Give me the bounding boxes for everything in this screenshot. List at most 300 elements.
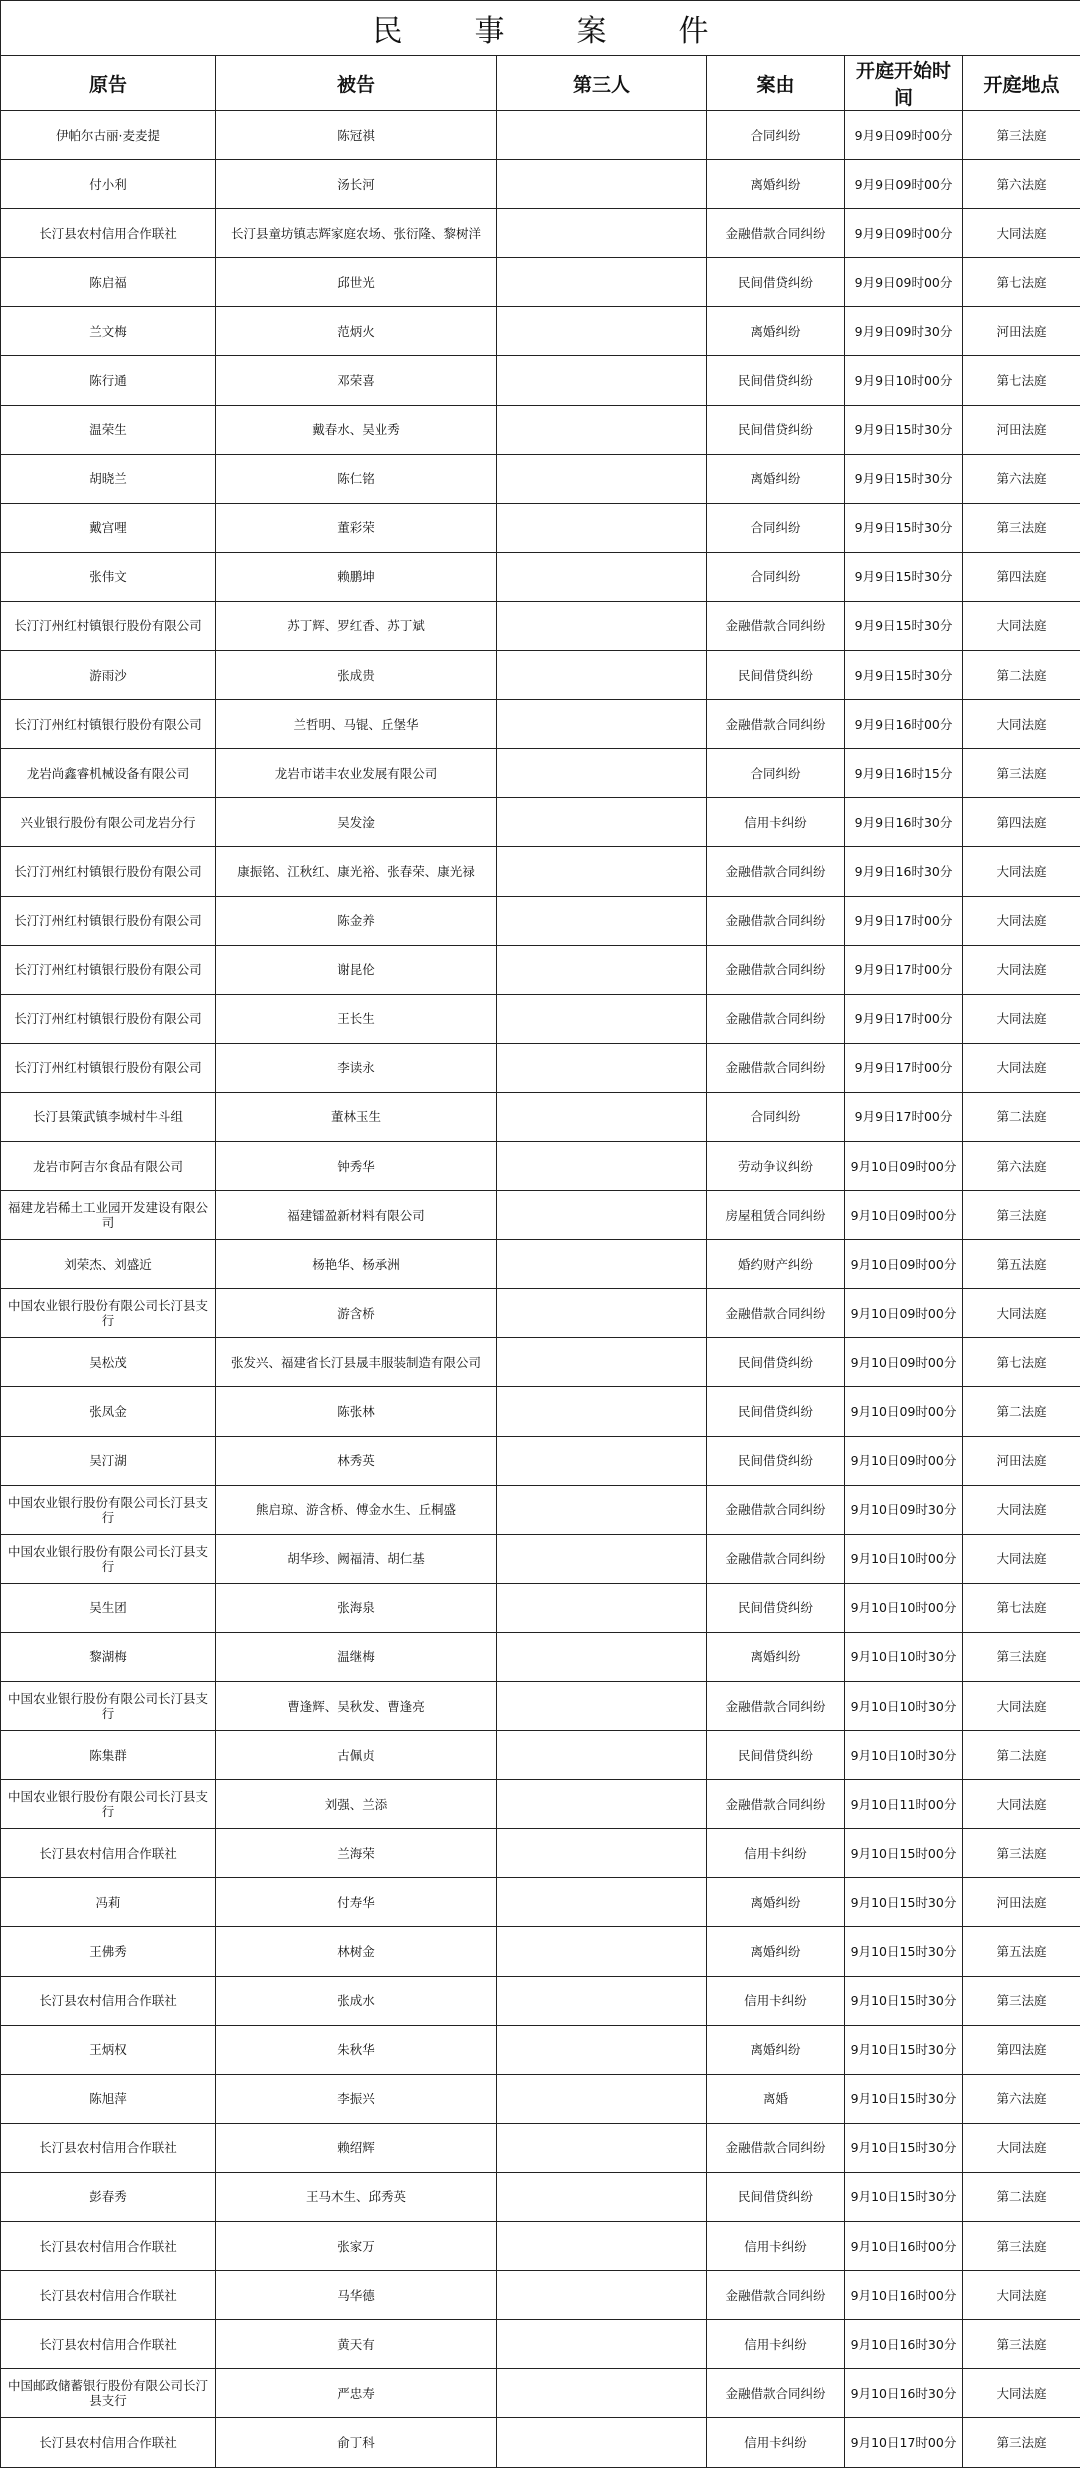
third-party-cell [497, 700, 707, 749]
table-row [1, 1240, 1080, 1289]
plaintiff-cell: 长汀汀州红村镇银行股份有限公司 [1, 601, 216, 650]
plaintiff-cell: 中国农业银行股份有限公司长汀县支行 [1, 1534, 216, 1583]
defendant-cell: 俞丁科 [216, 2418, 497, 2467]
start-time-cell: 9月10日15时30分 [845, 1976, 963, 2025]
third-party-cell [497, 2369, 707, 2418]
cause-cell: 金融借款合同纠纷 [707, 994, 845, 1043]
defendant-cell: 董林玉生 [216, 1092, 497, 1141]
court-room-cell: 第七法庭 [963, 258, 1080, 307]
court-room-cell: 河田法庭 [963, 1878, 1080, 1927]
court-room-cell: 第六法庭 [963, 454, 1080, 503]
third-party-cell [497, 2172, 707, 2221]
plaintiff-cell: 长汀县农村信用合作联社 [1, 209, 216, 258]
third-party-cell [497, 1436, 707, 1485]
table-row [1, 1632, 1080, 1681]
court-room-cell: 第三法庭 [963, 2418, 1080, 2467]
plaintiff-cell: 中国邮政储蓄银行股份有限公司长汀县支行 [1, 2369, 216, 2418]
plaintiff-cell: 长汀县农村信用合作联社 [1, 2418, 216, 2467]
cause-cell: 合同纠纷 [707, 749, 845, 798]
table-row [1, 1927, 1080, 1976]
plaintiff-cell: 温荣生 [1, 405, 216, 454]
cause-cell: 离婚纠纷 [707, 160, 845, 209]
plaintiff-cell: 长汀县农村信用合作联社 [1, 2222, 216, 2271]
plaintiff-cell: 陈启福 [1, 258, 216, 307]
start-time-cell: 9月9日16时30分 [845, 847, 963, 896]
defendant-cell: 赖鹏坤 [216, 552, 497, 601]
start-time-cell: 9月9日15时30分 [845, 601, 963, 650]
third-party-cell [497, 454, 707, 503]
table-row [1, 1191, 1080, 1240]
table-row [1, 454, 1080, 503]
cause-cell: 信用卡纠纷 [707, 1829, 845, 1878]
table-row [1, 111, 1080, 160]
table-row [1, 2172, 1080, 2221]
start-time-cell: 9月10日10时00分 [845, 1583, 963, 1632]
table-row [1, 945, 1080, 994]
defendant-cell: 林秀英 [216, 1436, 497, 1485]
plaintiff-cell: 兴业银行股份有限公司龙岩分行 [1, 798, 216, 847]
defendant-cell: 游含桥 [216, 1289, 497, 1338]
third-party-cell [497, 847, 707, 896]
third-party-cell [497, 749, 707, 798]
start-time-cell: 9月10日15时30分 [845, 2123, 963, 2172]
table-row [1, 552, 1080, 601]
third-party-cell [497, 160, 707, 209]
table-row [1, 307, 1080, 356]
title-row [1, 1, 1080, 56]
table-body [1, 111, 1080, 2468]
plaintiff-cell: 长汀汀州红村镇银行股份有限公司 [1, 700, 216, 749]
plaintiff-cell: 陈行通 [1, 356, 216, 405]
plaintiff-cell: 长汀县农村信用合作联社 [1, 2123, 216, 2172]
plaintiff-cell: 游雨沙 [1, 651, 216, 700]
court-room-cell: 第三法庭 [963, 2320, 1080, 2369]
start-time-cell: 9月10日16时30分 [845, 2320, 963, 2369]
cause-cell: 金融借款合同纠纷 [707, 1043, 845, 1092]
cause-cell: 金融借款合同纠纷 [707, 1682, 845, 1731]
defendant-cell: 王长生 [216, 994, 497, 1043]
cause-cell: 民间借贷纠纷 [707, 356, 845, 405]
defendant-cell: 张成贵 [216, 651, 497, 700]
court-room-cell: 大同法庭 [963, 2123, 1080, 2172]
court-room-cell: 大同法庭 [963, 1043, 1080, 1092]
plaintiff-cell: 付小利 [1, 160, 216, 209]
defendant-cell: 古佩贞 [216, 1731, 497, 1780]
table-row [1, 1485, 1080, 1534]
start-time-cell: 9月9日09时00分 [845, 160, 963, 209]
start-time-cell: 9月9日15时30分 [845, 552, 963, 601]
cause-cell: 离婚纠纷 [707, 1632, 845, 1681]
plaintiff-cell: 冯莉 [1, 1878, 216, 1927]
cause-cell: 金融借款合同纠纷 [707, 2271, 845, 2320]
start-time-cell: 9月9日10时00分 [845, 356, 963, 405]
third-party-cell [497, 503, 707, 552]
cause-cell: 离婚纠纷 [707, 2025, 845, 2074]
plaintiff-cell: 黎湖梅 [1, 1632, 216, 1681]
start-time-cell: 9月10日10时30分 [845, 1731, 963, 1780]
court-room-cell: 第三法庭 [963, 1976, 1080, 2025]
plaintiff-cell: 王佛秀 [1, 1927, 216, 1976]
table-row [1, 749, 1080, 798]
defendant-cell: 李振兴 [216, 2074, 497, 2123]
defendant-cell: 刘强、兰添 [216, 1780, 497, 1829]
start-time-cell: 9月10日15时30分 [845, 2172, 963, 2221]
third-party-cell [497, 651, 707, 700]
start-time-cell: 9月9日17时00分 [845, 1043, 963, 1092]
table-row [1, 1534, 1080, 1583]
court-room-cell: 第二法庭 [963, 1387, 1080, 1436]
cause-cell: 合同纠纷 [707, 503, 845, 552]
cause-cell: 房屋租赁合同纠纷 [707, 1191, 845, 1240]
cause-cell: 合同纠纷 [707, 552, 845, 601]
third-party-cell [497, 1583, 707, 1632]
court-room-cell: 第七法庭 [963, 1338, 1080, 1387]
plaintiff-cell: 长汀汀州红村镇银行股份有限公司 [1, 896, 216, 945]
third-party-cell [497, 1927, 707, 1976]
table-row [1, 847, 1080, 896]
defendant-cell: 张海泉 [216, 1583, 497, 1632]
third-party-cell [497, 1485, 707, 1534]
table-row [1, 503, 1080, 552]
court-room-cell: 第二法庭 [963, 1092, 1080, 1141]
start-time-cell: 9月10日11时00分 [845, 1780, 963, 1829]
table-row [1, 2074, 1080, 2123]
start-time-cell: 9月10日16时00分 [845, 2222, 963, 2271]
plaintiff-cell: 胡晓兰 [1, 454, 216, 503]
plaintiff-cell: 王炳权 [1, 2025, 216, 2074]
table-row [1, 1829, 1080, 1878]
defendant-cell: 张发兴、福建省长汀县晟丰服装制造有限公司 [216, 1338, 497, 1387]
court-room-cell: 第四法庭 [963, 798, 1080, 847]
defendant-cell: 邱世光 [216, 258, 497, 307]
defendant-cell: 董彩荣 [216, 503, 497, 552]
start-time-cell: 9月10日09时00分 [845, 1289, 963, 1338]
table-row [1, 798, 1080, 847]
third-party-cell [497, 2025, 707, 2074]
defendant-cell: 苏丁辉、罗红香、苏丁斌 [216, 601, 497, 650]
plaintiff-cell: 张伟文 [1, 552, 216, 601]
third-party-cell [497, 1191, 707, 1240]
cause-cell: 信用卡纠纷 [707, 798, 845, 847]
plaintiff-cell: 长汀汀州红村镇银行股份有限公司 [1, 1043, 216, 1092]
court-room-cell: 大同法庭 [963, 2271, 1080, 2320]
third-party-cell [497, 258, 707, 307]
table-row [1, 651, 1080, 700]
table-row [1, 1976, 1080, 2025]
table-row [1, 1092, 1080, 1141]
start-time-cell: 9月9日17时00分 [845, 945, 963, 994]
start-time-cell: 9月10日09时00分 [845, 1387, 963, 1436]
start-time-cell: 9月10日15时30分 [845, 1927, 963, 1976]
third-party-cell [497, 601, 707, 650]
table-row [1, 1583, 1080, 1632]
start-time-cell: 9月9日09时30分 [845, 307, 963, 356]
start-time-cell: 9月10日09时00分 [845, 1141, 963, 1190]
cause-cell: 信用卡纠纷 [707, 2320, 845, 2369]
defendant-cell: 付寿华 [216, 1878, 497, 1927]
plaintiff-cell: 福建龙岩稀土工业园开发建设有限公司 [1, 1191, 216, 1240]
court-room-cell: 第三法庭 [963, 1632, 1080, 1681]
court-room-cell: 第四法庭 [963, 552, 1080, 601]
third-party-cell [497, 1338, 707, 1387]
plaintiff-cell: 长汀汀州红村镇银行股份有限公司 [1, 994, 216, 1043]
plaintiff-cell: 中国农业银行股份有限公司长汀县支行 [1, 1780, 216, 1829]
defendant-cell: 兰海荣 [216, 1829, 497, 1878]
court-room-cell: 第五法庭 [963, 1927, 1080, 1976]
table-row [1, 1387, 1080, 1436]
start-time-cell: 9月10日09时00分 [845, 1338, 963, 1387]
start-time-cell: 9月10日16时00分 [845, 2271, 963, 2320]
defendant-cell: 陈金养 [216, 896, 497, 945]
defendant-cell: 吴发淦 [216, 798, 497, 847]
column-header-cause: 案由 [707, 56, 845, 111]
court-room-cell: 大同法庭 [963, 945, 1080, 994]
third-party-cell [497, 1632, 707, 1681]
cause-cell: 离婚纠纷 [707, 1878, 845, 1927]
table-row [1, 1338, 1080, 1387]
court-room-cell: 大同法庭 [963, 1534, 1080, 1583]
plaintiff-cell: 伊帕尔古丽·麦麦提 [1, 111, 216, 160]
third-party-cell [497, 1141, 707, 1190]
table-row [1, 1043, 1080, 1092]
court-room-cell: 第三法庭 [963, 111, 1080, 160]
start-time-cell: 9月10日09时00分 [845, 1436, 963, 1485]
court-room-cell: 大同法庭 [963, 1682, 1080, 1731]
cause-cell: 合同纠纷 [707, 1092, 845, 1141]
defendant-cell: 长汀县童坊镇志辉家庭农场、张衍隆、黎树洋 [216, 209, 497, 258]
defendant-cell: 王马木生、邱秀英 [216, 2172, 497, 2221]
third-party-cell [497, 1682, 707, 1731]
column-header-plaintiff: 原告 [1, 56, 216, 111]
court-room-cell: 大同法庭 [963, 1289, 1080, 1338]
cause-cell: 民间借贷纠纷 [707, 405, 845, 454]
plaintiff-cell: 陈集群 [1, 1731, 216, 1780]
defendant-cell: 陈张林 [216, 1387, 497, 1436]
third-party-cell [497, 1829, 707, 1878]
table-row [1, 1780, 1080, 1829]
cause-cell: 合同纠纷 [707, 111, 845, 160]
third-party-cell [497, 552, 707, 601]
third-party-cell [497, 1043, 707, 1092]
plaintiff-cell: 兰文梅 [1, 307, 216, 356]
third-party-cell [497, 209, 707, 258]
defendant-cell: 黄天有 [216, 2320, 497, 2369]
plaintiff-cell: 长汀县农村信用合作联社 [1, 1829, 216, 1878]
plaintiff-cell: 长汀汀州红村镇银行股份有限公司 [1, 945, 216, 994]
start-time-cell: 9月9日15时30分 [845, 651, 963, 700]
plaintiff-cell: 吴汀湖 [1, 1436, 216, 1485]
cause-cell: 金融借款合同纠纷 [707, 2369, 845, 2418]
table-row [1, 601, 1080, 650]
plaintiff-cell: 吴生团 [1, 1583, 216, 1632]
court-room-cell: 第六法庭 [963, 160, 1080, 209]
plaintiff-cell: 中国农业银行股份有限公司长汀县支行 [1, 1682, 216, 1731]
defendant-cell: 邓荣喜 [216, 356, 497, 405]
defendant-cell: 兰哲明、马锟、丘堡华 [216, 700, 497, 749]
cause-cell: 民间借贷纠纷 [707, 651, 845, 700]
third-party-cell [497, 2074, 707, 2123]
defendant-cell: 李读永 [216, 1043, 497, 1092]
plaintiff-cell: 中国农业银行股份有限公司长汀县支行 [1, 1485, 216, 1534]
defendant-cell: 戴春水、吴业秀 [216, 405, 497, 454]
defendant-cell: 杨艳华、杨承洲 [216, 1240, 497, 1289]
court-room-cell: 河田法庭 [963, 405, 1080, 454]
table-row [1, 2271, 1080, 2320]
plaintiff-cell: 中国农业银行股份有限公司长汀县支行 [1, 1289, 216, 1338]
court-room-cell: 大同法庭 [963, 601, 1080, 650]
cause-cell: 离婚纠纷 [707, 454, 845, 503]
third-party-cell [497, 1240, 707, 1289]
table-row [1, 1289, 1080, 1338]
start-time-cell: 9月10日15时30分 [845, 2025, 963, 2074]
start-time-cell: 9月9日17时00分 [845, 994, 963, 1043]
start-time-cell: 9月9日09时00分 [845, 258, 963, 307]
plaintiff-cell: 张凤金 [1, 1387, 216, 1436]
table-row [1, 1436, 1080, 1485]
third-party-cell [497, 1387, 707, 1436]
defendant-cell: 胡华珍、阙福清、胡仁基 [216, 1534, 497, 1583]
cause-cell: 金融借款合同纠纷 [707, 2123, 845, 2172]
court-room-cell: 第三法庭 [963, 1829, 1080, 1878]
table-row [1, 2025, 1080, 2074]
table-title: 民事案件 [372, 14, 781, 49]
third-party-cell [497, 1289, 707, 1338]
table-row [1, 160, 1080, 209]
court-room-cell: 第二法庭 [963, 1731, 1080, 1780]
plaintiff-cell: 刘荣杰、刘盛近 [1, 1240, 216, 1289]
court-room-cell: 第三法庭 [963, 749, 1080, 798]
plaintiff-cell: 戴宫哩 [1, 503, 216, 552]
table-row [1, 2418, 1080, 2467]
cause-cell: 劳动争议纠纷 [707, 1141, 845, 1190]
court-room-cell: 第五法庭 [963, 1240, 1080, 1289]
third-party-cell [497, 307, 707, 356]
court-room-cell: 大同法庭 [963, 1780, 1080, 1829]
start-time-cell: 9月9日16时00分 [845, 700, 963, 749]
defendant-cell: 钟秀华 [216, 1141, 497, 1190]
court-room-cell: 河田法庭 [963, 1436, 1080, 1485]
court-room-cell: 第六法庭 [963, 1141, 1080, 1190]
cause-cell: 金融借款合同纠纷 [707, 700, 845, 749]
cause-cell: 金融借款合同纠纷 [707, 601, 845, 650]
court-room-cell: 第七法庭 [963, 356, 1080, 405]
plaintiff-cell: 长汀汀州红村镇银行股份有限公司 [1, 847, 216, 896]
defendant-cell: 张家万 [216, 2222, 497, 2271]
plaintiff-cell: 长汀县农村信用合作联社 [1, 2271, 216, 2320]
third-party-cell [497, 1878, 707, 1927]
start-time-cell: 9月10日10时30分 [845, 1682, 963, 1731]
table-row [1, 1878, 1080, 1927]
defendant-cell: 严忠寿 [216, 2369, 497, 2418]
court-room-cell: 大同法庭 [963, 2369, 1080, 2418]
defendant-cell: 熊启琼、游含桥、傅金水生、丘桐盛 [216, 1485, 497, 1534]
court-room-cell: 第二法庭 [963, 651, 1080, 700]
defendant-cell: 汤长河 [216, 160, 497, 209]
third-party-cell [497, 1976, 707, 2025]
start-time-cell: 9月10日16时30分 [845, 2369, 963, 2418]
third-party-cell [497, 2418, 707, 2467]
third-party-cell [497, 111, 707, 160]
start-time-cell: 9月9日16时30分 [845, 798, 963, 847]
defendant-cell: 谢昆伦 [216, 945, 497, 994]
cause-cell: 信用卡纠纷 [707, 2222, 845, 2271]
start-time-cell: 9月10日09时30分 [845, 1485, 963, 1534]
plaintiff-cell: 陈旭萍 [1, 2074, 216, 2123]
third-party-cell [497, 1731, 707, 1780]
court-room-cell: 大同法庭 [963, 1485, 1080, 1534]
plaintiff-cell: 长汀县农村信用合作联社 [1, 1976, 216, 2025]
defendant-cell: 林树金 [216, 1927, 497, 1976]
plaintiff-cell: 龙岩市阿吉尔食品有限公司 [1, 1141, 216, 1190]
start-time-cell: 9月10日15时30分 [845, 1878, 963, 1927]
start-time-cell: 9月9日16时15分 [845, 749, 963, 798]
defendant-cell: 赖绍辉 [216, 2123, 497, 2172]
table-row [1, 2123, 1080, 2172]
table-row [1, 2222, 1080, 2271]
cause-cell: 离婚纠纷 [707, 307, 845, 356]
table-row [1, 1682, 1080, 1731]
cause-cell: 金融借款合同纠纷 [707, 1485, 845, 1534]
court-room-cell: 大同法庭 [963, 994, 1080, 1043]
header-row [1, 56, 1080, 111]
defendant-cell: 龙岩市诺丰农业发展有限公司 [216, 749, 497, 798]
third-party-cell [497, 405, 707, 454]
cause-cell: 金融借款合同纠纷 [707, 1780, 845, 1829]
defendant-cell: 陈冠祺 [216, 111, 497, 160]
start-time-cell: 9月9日17时00分 [845, 896, 963, 945]
start-time-cell: 9月9日15时30分 [845, 405, 963, 454]
court-room-cell: 大同法庭 [963, 847, 1080, 896]
plaintiff-cell: 吴松茂 [1, 1338, 216, 1387]
cause-cell: 信用卡纠纷 [707, 1976, 845, 2025]
court-room-cell: 第三法庭 [963, 1191, 1080, 1240]
defendant-cell: 康振铭、江秋红、康光裕、张春荣、康光禄 [216, 847, 497, 896]
cause-cell: 金融借款合同纠纷 [707, 945, 845, 994]
start-time-cell: 9月10日10时00分 [845, 1534, 963, 1583]
defendant-cell: 福建镭盈新材料有限公司 [216, 1191, 497, 1240]
court-room-cell: 大同法庭 [963, 209, 1080, 258]
third-party-cell [497, 1534, 707, 1583]
plaintiff-cell: 彭春秀 [1, 2172, 216, 2221]
start-time-cell: 9月10日09时00分 [845, 1191, 963, 1240]
table-row [1, 258, 1080, 307]
start-time-cell: 9月9日15时30分 [845, 503, 963, 552]
defendant-cell: 范炳火 [216, 307, 497, 356]
start-time-cell: 9月10日15时00分 [845, 1829, 963, 1878]
table-row [1, 994, 1080, 1043]
cause-cell: 离婚纠纷 [707, 1927, 845, 1976]
defendant-cell: 马华德 [216, 2271, 497, 2320]
third-party-cell [497, 1092, 707, 1141]
court-room-cell: 第六法庭 [963, 2074, 1080, 2123]
table-row [1, 1731, 1080, 1780]
defendant-cell: 朱秋华 [216, 2025, 497, 2074]
column-header-defendant: 被告 [216, 56, 497, 111]
start-time-cell: 9月9日17时00分 [845, 1092, 963, 1141]
third-party-cell [497, 2320, 707, 2369]
table-row [1, 700, 1080, 749]
cause-cell: 民间借贷纠纷 [707, 1387, 845, 1436]
third-party-cell [497, 994, 707, 1043]
plaintiff-cell: 龙岩尚鑫睿机械设备有限公司 [1, 749, 216, 798]
defendant-cell: 温继梅 [216, 1632, 497, 1681]
third-party-cell [497, 896, 707, 945]
court-room-cell: 大同法庭 [963, 896, 1080, 945]
cause-cell: 金融借款合同纠纷 [707, 847, 845, 896]
third-party-cell [497, 2222, 707, 2271]
cause-cell: 民间借贷纠纷 [707, 2172, 845, 2221]
third-party-cell [497, 1780, 707, 1829]
